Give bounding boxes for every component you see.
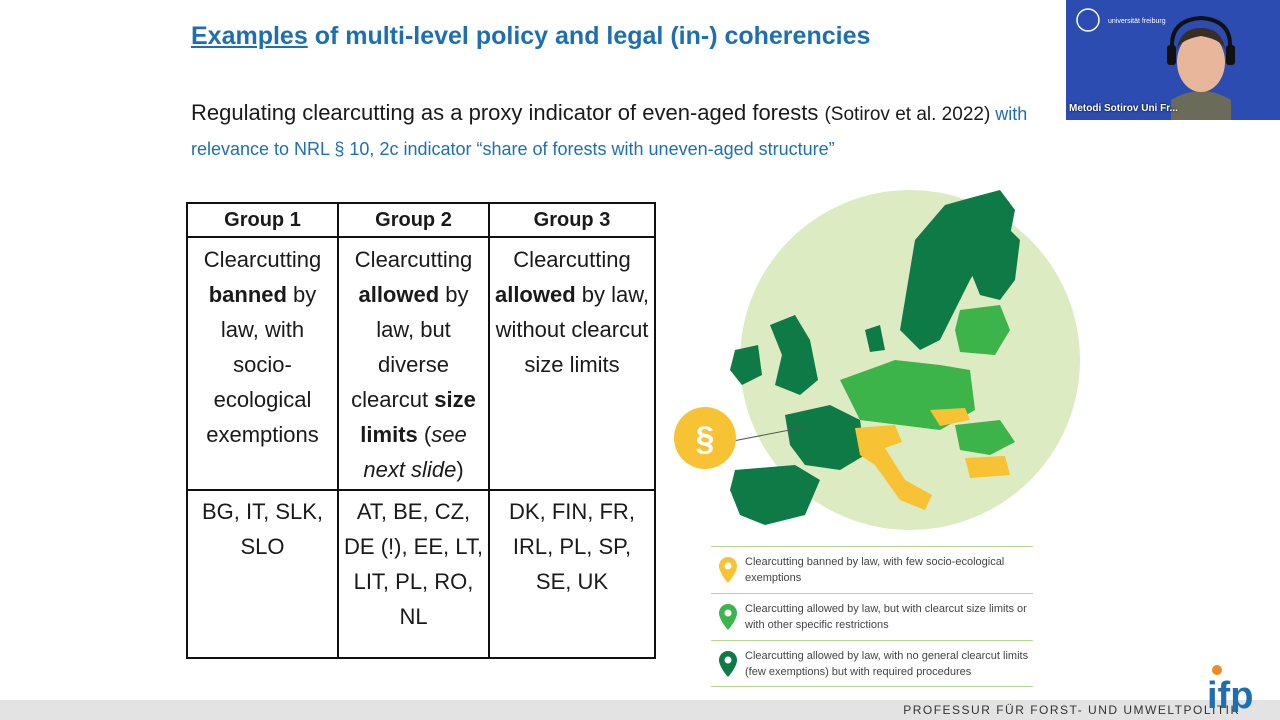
location-pin-icon-yellow	[711, 557, 745, 583]
cell-group-1-countries: BG, IT, SLK, SLO	[187, 490, 338, 658]
g2-bold2: size limits	[360, 387, 476, 447]
footer-text: PROFESSUR FÜR FORST- UND UMWELTPOLITIK	[903, 703, 1240, 717]
subtitle-relevance: with relevance to NRL § 10, 2c indicator “share of forests with uneven-aged structure”	[191, 104, 1028, 159]
g1-post: by law, with socio-ecological exemptions	[206, 282, 319, 447]
video-participant-image	[1066, 0, 1280, 120]
header-group-2: Group 2	[338, 203, 489, 237]
g2-pre: Clearcutting	[354, 247, 473, 272]
table-row-descriptions	[187, 237, 655, 490]
cell-group-3-countries: DK, FIN, FR, IRL, PL, SP, SE, UK	[489, 490, 655, 658]
map-legend	[711, 546, 1033, 687]
subtitle-citation: (Sotirov et al. 2022)	[824, 104, 991, 125]
cell-group-1-desc	[187, 237, 338, 490]
legend-text-size-limits: Clearcutting allowed by law, but with clearcut size limits or with other specific restrictions	[745, 603, 1027, 631]
video-thumbnail[interactable]	[1066, 0, 1280, 120]
title-underlined: Examples	[191, 22, 308, 50]
legend-text-no-limits: Clearcutting allowed by law, with no general clearcut limits (few exemptions) but with required procedures	[745, 649, 1029, 678]
subtitle-main: Regulating clearcutting as a proxy indicator of even-aged forests	[191, 100, 825, 125]
g2-italic: see next slide	[363, 422, 467, 482]
g2-mid: by law, but diverse clearcut	[351, 282, 469, 412]
g3-pre: Clearcutting	[513, 247, 631, 272]
paragraph-symbol: §	[695, 420, 715, 458]
g3-post: by law, without clearcut size limits	[495, 282, 650, 377]
location-pin-icon-dark-green	[711, 651, 745, 677]
participant-name: Metodi Sotirov Uni Fr...	[1069, 103, 1178, 114]
g3-bold: allowed	[494, 282, 576, 307]
legend-text-banned: Clearcutting banned by law, with few socio-ecological exemptions	[745, 556, 1005, 584]
table-header-row	[187, 203, 655, 237]
g1-bold: banned	[208, 282, 287, 307]
cell-group-2-desc	[338, 237, 489, 490]
cell-group-2-countries: AT, BE, CZ, DE (!), EE, LT, LIT, PL, RO, NL	[338, 490, 489, 658]
slide-title	[191, 22, 870, 51]
legend-item-no-limits	[711, 640, 1033, 687]
university-label: universität freiburg	[1108, 18, 1166, 25]
ifp-logo-text: ifp	[1207, 675, 1254, 712]
iberia-shape	[730, 465, 820, 525]
legend-item-banned	[711, 546, 1033, 593]
g1-pre: Clearcutting	[203, 247, 322, 272]
g2-close: )	[456, 457, 464, 482]
europe-map	[670, 180, 1090, 540]
slide-subtitle	[191, 96, 1031, 166]
location-pin-icon-light-green	[711, 604, 745, 630]
table-row-countries	[187, 490, 655, 658]
legend-item-size-limits	[711, 593, 1033, 640]
header-group-1: Group 1	[187, 203, 338, 237]
bulgaria-shape	[965, 456, 1010, 478]
ifp-logo	[1205, 662, 1280, 712]
europe-map-svg	[670, 180, 1090, 540]
cell-group-3-desc	[489, 237, 655, 490]
groups-table	[186, 202, 656, 659]
g2-bold: allowed	[358, 282, 440, 307]
header-group-3: Group 3	[489, 203, 655, 237]
title-rest: of multi-level policy and legal (in-) coherencies	[307, 22, 871, 50]
g2-open: (	[417, 422, 432, 447]
